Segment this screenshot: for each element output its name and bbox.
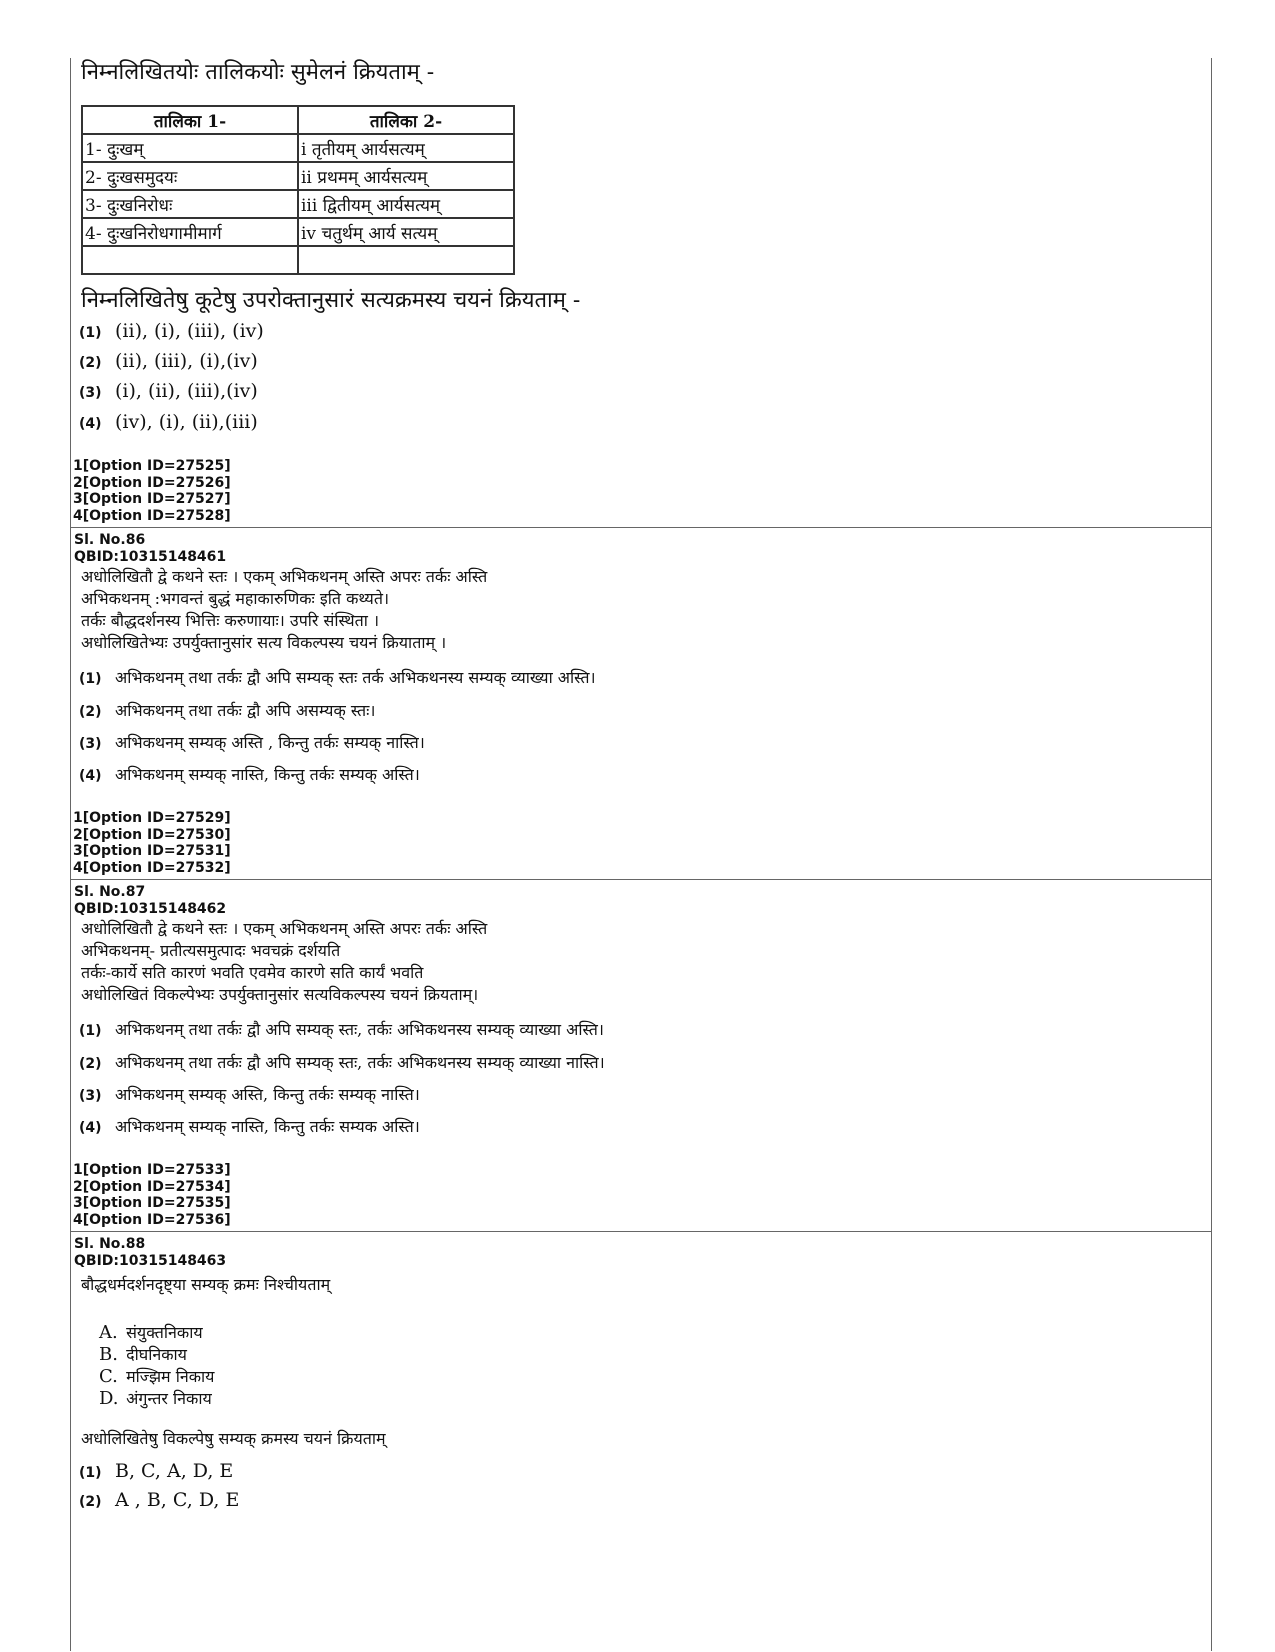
question-88 [71,1231,1211,1652]
q87-option-1[interactable] [79,1018,604,1040]
question-86 [71,527,1211,880]
option-id: 4[Option ID=27528] [73,507,231,524]
option-text: B, C, A, D, E [115,1460,234,1482]
option-text: अभिकथनम् तथा तर्कः द्वौ अपि सम्यक् स्तः, तर्कः अभिकथनस्य सम्यक् व्याख्या अस्ति। [115,1020,604,1039]
q87-option-ids [73,1162,231,1228]
q85-option-1[interactable] [79,320,264,342]
item-letter: B. [99,1344,118,1365]
q85-option-ids [73,458,231,524]
option-id: 4[Option ID=27532] [73,859,231,876]
option-id: 2[Option ID=27526] [73,474,231,491]
q86-option-ids [73,810,231,876]
q86-sl-no: Sl. No.86 [74,532,146,548]
q88-item-list [99,1322,214,1410]
table-cell-left: 3- दुःखनिरोधः [82,190,298,218]
option-id: 1[Option ID=27533] [73,1162,231,1178]
option-number: (1) [79,325,102,341]
stem-line: तर्कः बौद्धदर्शनस्य भित्तिः करुणायाः। उपरि संस्थिता । [81,611,380,630]
option-number: (2) [79,1494,102,1510]
q88-intro: बौद्धधर्मदर्शनदृष्ट्या सम्यक् क्रमः निश्चीयताम् [81,1275,331,1294]
table-row [82,134,514,162]
option-number: (3) [79,385,102,401]
q88-option-1[interactable] [79,1460,233,1482]
stem-line: अभिकथनम्- प्रतीत्यसमुत्पादः भवचक्रं दर्शयति [81,941,341,960]
q88-sl-no: Sl. No.88 [74,1236,146,1252]
table-row [82,162,514,190]
table-head-2: तालिका 2- [298,106,514,134]
option-text: अभिकथनम् तथा तर्कः द्वौ अपि सम्यक् स्तः तर्क अभिकथनस्य सम्यक् व्याख्या अस्ति। [115,668,596,687]
option-text: A , B, C, D, E [115,1489,240,1511]
list-item [99,1388,214,1410]
matching-table [81,105,515,275]
item-letter: C. [99,1366,118,1387]
option-id: 1[Option ID=27529] [73,810,231,826]
option-id: 3[Option ID=27527] [73,491,231,507]
table-row [82,190,514,218]
q85-option-4[interactable] [79,411,258,433]
q88-prompt: अधोलिखितेषु विकल्पेषु सम्यक् क्रमस्य चयनं क्रियताम् [81,1429,386,1448]
option-text: (iv), (i), (ii),(iii) [115,411,258,433]
option-text: (ii), (i), (iii), (iv) [115,320,264,342]
table-cell-right: i तृतीयम् आर्यसत्यम् [298,134,514,162]
option-text: अभिकथनम् सम्यक् अस्ति, किन्तु तर्कः सम्यक् नास्ति। [115,1085,420,1104]
option-number: (1) [79,1465,102,1481]
table-cell-right: ii प्रथमम् आर्यसत्यम् [298,162,514,190]
q88-qbid: QBID:10315148463 [74,1253,227,1269]
table-cell-right: iii द्वितीयम् आर्यसत्यम् [298,190,514,218]
item-text: संयुक्तनिकाय [126,1323,203,1342]
option-id: 1[Option ID=27525] [73,458,231,474]
list-item [99,1344,214,1366]
table-cell-left: 2- दुःखसमुदयः [82,162,298,190]
table-row-empty [82,246,514,274]
item-letter: A. [99,1322,118,1343]
option-number: (4) [79,768,102,784]
option-text: अभिकथनम् सम्यक् नास्ति, किन्तु तर्कः सम्यक् अस्ति। [115,765,420,784]
stem-line: अधोलिखितेभ्यः उपर्युक्तानुसांर सत्य विकल्पस्य चयनं क्रियाताम् । [81,633,447,652]
list-item [99,1322,214,1344]
table-cell-right: iv चतुर्थम् आर्य सत्यम् [298,218,514,246]
stem-line: अधोलिखितौ द्वे कथने स्तः । एकम् अभिकथनम् अस्ति अपरः तर्कः अस्ति [81,919,488,938]
table-cell-left: 4- दुःखनिरोधगामीमार्ग [82,218,298,246]
q86-option-1[interactable] [79,666,596,688]
option-text: (i), (ii), (iii),(iv) [115,380,258,402]
option-number: (1) [79,1023,102,1039]
q86-stem [71,566,1211,654]
q85-instruction: निम्नलिखितयोः तालिकयोः सुमेलनं क्रियताम् - [81,60,435,85]
option-number: (3) [79,1088,102,1104]
table-head-1: तालिका 1- [82,106,298,134]
q85-question: निम्नलिखितेषु कूटेषु उपरोक्तानुसारं सत्यक्रमस्य चयनं क्रियताम् - [81,288,581,313]
q85-option-3[interactable] [79,380,258,402]
stem-line: अधोलिखितं विकल्पेभ्यः उपर्युक्तानुसांर सत्यविकल्पस्य चयनं क्रियताम्। [81,985,479,1004]
question-87 [71,879,1211,1232]
item-text: दीघनिकाय [126,1345,187,1364]
item-letter: D. [99,1388,119,1409]
exam-page [70,58,1212,1651]
q86-option-3[interactable] [79,731,425,753]
option-id: 3[Option ID=27535] [73,1195,231,1211]
q86-qbid: QBID:10315148461 [74,549,227,565]
option-text: अभिकथनम् सम्यक् नास्ति, किन्तु तर्कः सम्यक अस्ति। [115,1117,420,1136]
option-text: (ii), (iii), (i),(iv) [115,350,258,372]
option-id: 2[Option ID=27534] [73,1178,231,1195]
option-id: 4[Option ID=27536] [73,1211,231,1228]
stem-line: तर्कः-कार्ये सति कारणं भवति एवमेव कारणे सति कार्यं भवति [81,963,424,982]
option-number: (2) [79,1056,102,1072]
item-text: अंगुन्तर निकाय [126,1389,212,1408]
stem-line: अधोलिखितौ द्वे कथने स्तः । एकम् अभिकथनम् अस्ति अपरः तर्कः अस्ति [81,567,488,586]
option-id: 3[Option ID=27531] [73,843,231,859]
q87-option-2[interactable] [79,1051,605,1073]
option-text: अभिकथनम् तथा तर्कः द्वौ अपि असम्यक् स्तः। [115,701,376,720]
q87-option-3[interactable] [79,1083,420,1105]
option-number: (4) [79,1120,102,1136]
table-row [82,218,514,246]
option-id: 2[Option ID=27530] [73,826,231,843]
q88-option-2[interactable] [79,1489,239,1511]
question-85 [71,58,1211,528]
stem-line: अभिकथनम् :भगवन्तं बुद्धं महाकारुणिकः इति कथ्यते। [81,589,390,608]
option-text: अभिकथनम् सम्यक् अस्ति , किन्तु तर्कः सम्यक् नास्ति। [115,733,425,752]
option-number: (3) [79,736,102,752]
q87-stem [71,918,1211,1006]
q87-qbid: QBID:10315148462 [74,901,227,917]
option-text: अभिकथनम् तथा तर्कः द्वौ अपि सम्यक् स्तः, तर्कः अभिकथनस्य सम्यक् व्याख्या नास्ति। [115,1053,605,1072]
q86-option-4[interactable] [79,763,420,785]
q86-option-2[interactable] [79,699,375,721]
table-cell-left: 1- दुःखम् [82,134,298,162]
option-number: (1) [79,671,102,687]
q87-sl-no: Sl. No.87 [74,884,146,900]
q85-option-2[interactable] [79,350,258,372]
option-number: (2) [79,704,102,720]
list-item [99,1366,214,1388]
q87-option-4[interactable] [79,1115,420,1137]
option-number: (2) [79,355,102,371]
option-number: (4) [79,416,102,432]
item-text: मज्झिम निकाय [126,1367,215,1386]
